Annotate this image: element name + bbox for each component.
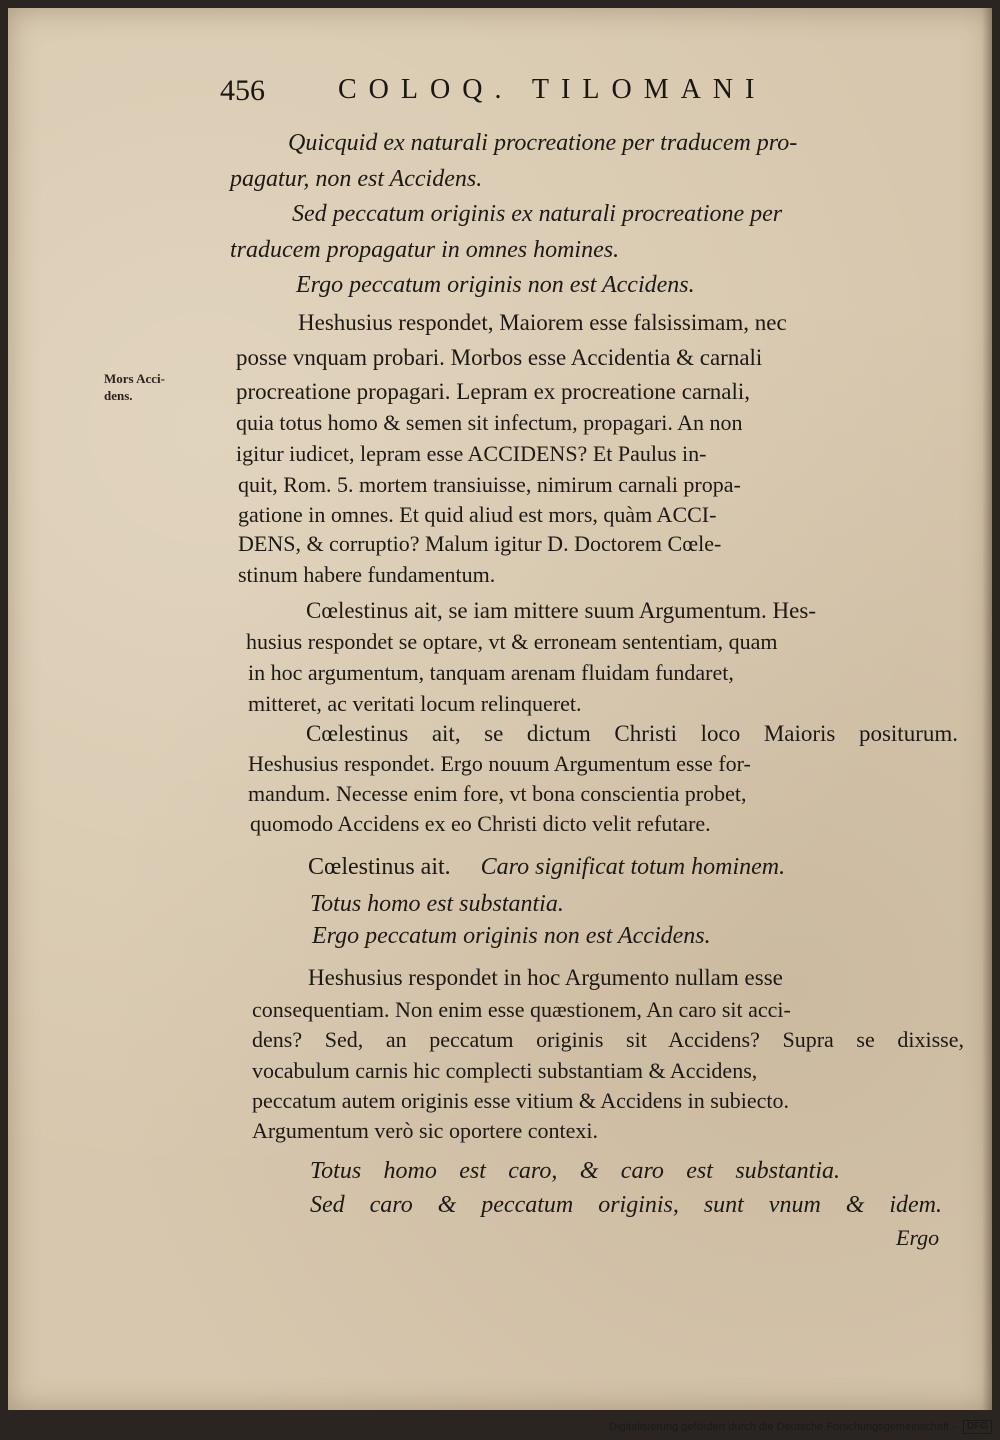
running-head: COLOQ. TILOMANI [338,74,767,105]
text-line-content: Ergo peccatum originis non est Accidens. [312,923,711,949]
text-line [252,1058,757,1084]
text-line-content: Heshusius respondet in hoc Argumento nullam esse [308,965,783,990]
text-line [308,854,785,881]
text-line [252,997,791,1023]
text-line [236,379,750,405]
text-line [230,166,482,193]
text-line-content: Ergo peccatum originis non est Accidens. [296,272,695,298]
text-line [248,781,747,807]
text-line [248,660,734,686]
text-line-content: posse vnquam probari. Morbos esse Accidentia & carnali [236,345,763,370]
text-line [896,1225,939,1251]
text-line [288,130,797,157]
text-line [236,345,762,371]
text-line-content: DENS, & corruptio? Malum igitur D. Doctorem Cœle- [238,531,722,556]
book-page [8,8,992,1410]
text-line-content: Sed caro & peccatum originis, sunt vnum & idem. [310,1192,942,1218]
text-line-content: quomodo Accidens ex eo Christi dicto velit refutare. [250,811,711,836]
text-line-content: Cœlestinus ait. [308,854,451,880]
footer [0,1420,992,1434]
text-line-content: pagatur, non est Accidens. [230,166,483,192]
text-line [238,472,741,498]
text-line-content: Cœlestinus ait, se iam mittere suum Argumentum. Hes- [306,598,816,623]
text-line [306,721,958,747]
text-line [298,310,787,336]
text-line-content: Totus homo est substantia. [310,891,564,917]
text-line-content: stinum habere fundamentum. [238,562,496,587]
text-line-content: in hoc argumentum, tanquam arenam fluidam fundaret, [248,660,734,685]
footer-credit: Digitalisierung gefördert durch die Deutsche Forschungsgemeinschaft - [609,1420,956,1433]
text-line [310,891,564,918]
marginal-note: Mors Acci- dens. [104,371,166,403]
text-line-content: Ergo [896,1225,940,1250]
text-line [246,629,778,655]
text-line [230,237,619,264]
text-line [292,201,782,228]
page-number: 456 [220,74,265,107]
text-line [250,811,711,837]
text-line [312,923,711,950]
text-line-content: consequentiam. Non enim esse quæstionem, An caro sit acci- [252,997,791,1022]
text-line [252,1118,598,1144]
text-line-content: gatione in omnes. Et quid aliud est mors, quàm ACCI- [238,502,717,527]
text-line-content: Quicquid ex naturali procreatione per traducem pro- [288,130,798,156]
text-line-content: Heshusius respondet. Ergo nouum Argumentum esse for- [248,751,751,776]
text-line-content: peccatum autem originis esse vitium & Accidens in subiecto. [252,1088,790,1113]
page-edge-shadow [982,8,992,1410]
text-line-content: igitur iudicet, lepram esse ACCIDENS? Et Paulus in- [236,441,707,466]
text-line-content: quit, Rom. 5. mortem transiuisse, nimirum carnali propa- [238,472,741,497]
page-header [216,74,856,118]
text-line-content: Sed peccatum originis ex naturali procreatione per [292,201,783,227]
text-line-content: Argumentum verò sic oportere contexi. [252,1118,598,1143]
text-line-content: traducem propagatur in omnes homines. [230,237,620,263]
text-line [238,502,716,528]
text-line-content: Cœlestinus ait, se dictum Christi loco Maioris positurum. [306,721,958,746]
text-line [238,562,495,588]
text-line [236,441,707,467]
text-line [252,1088,789,1114]
dfg-logo: DFG [963,1420,992,1434]
text-line [296,272,695,299]
text-line [310,1158,840,1185]
text-line [308,965,783,991]
text-line-content: mandum. Necesse enim fore, vt bona conscientia probet, [248,781,747,806]
text-line [252,1027,964,1053]
text-line-italic-tail: Caro significat totum hominem. [480,854,786,880]
text-line-content: quia totus homo & semen sit infectum, propagari. An non [236,410,743,435]
text-line-content: Totus homo est caro, & caro est substantia. [310,1158,840,1184]
text-line [248,691,582,717]
text-line [238,531,721,557]
text-line [236,410,743,436]
text-line-content: husius respondet se optare, vt & erroneam sententiam, quam [246,629,778,654]
text-line-content: Heshusius respondet, Maiorem esse falsissimam, nec [298,310,787,335]
text-line-content: vocabulum carnis hic complecti substantiam & Accidens, [252,1058,758,1083]
text-line [248,751,751,777]
text-line-content: mitteret, ac veritati locum relinqueret. [248,691,582,716]
text-line-content: dens? Sed, an peccatum originis sit Accidens? Supra se dixisse, [252,1027,964,1052]
text-line [310,1192,942,1219]
text-line [306,598,816,624]
text-line-content: procreatione propagari. Lepram ex procreatione carnali, [236,379,751,404]
